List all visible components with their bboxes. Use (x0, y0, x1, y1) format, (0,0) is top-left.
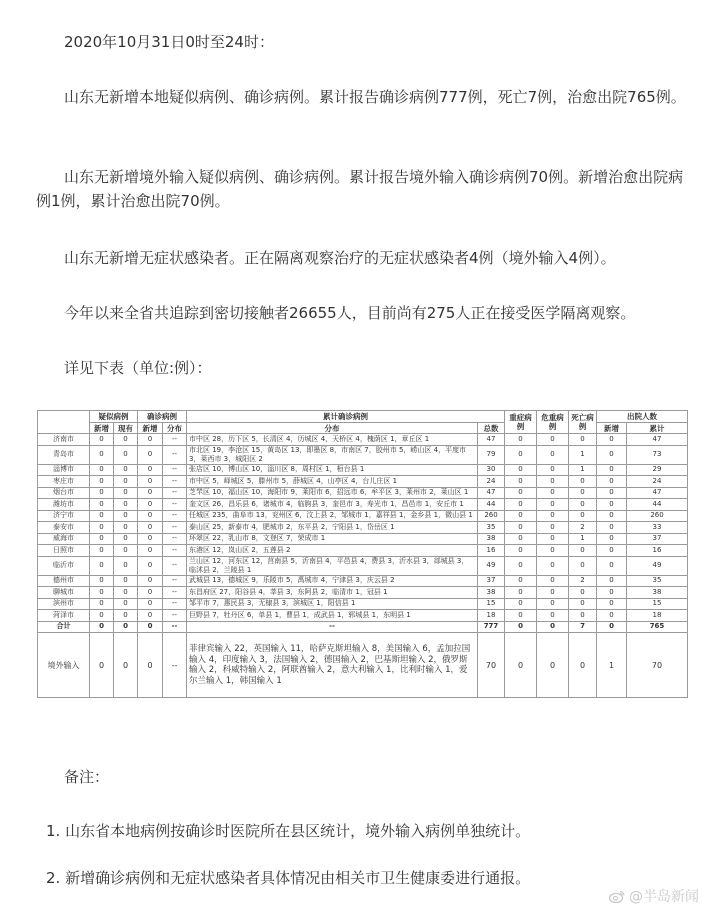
city-name: 日照市 (38, 545, 90, 557)
confirmed-new: 0 (138, 499, 163, 511)
header-confirmed: 确诊病例 (138, 411, 187, 423)
table-row (38, 610, 688, 622)
suspected-current: 0 (114, 434, 138, 446)
confirmed-new: 0 (138, 621, 163, 633)
table-row (38, 522, 688, 534)
suspected-current: 0 (114, 556, 138, 575)
header-critical: 危重病例 (537, 411, 569, 434)
death-count: 1 (569, 533, 597, 545)
discharged-new: 0 (597, 522, 627, 534)
district-distribution: 邹平市 7，惠民县 3，无棣县 3，滨城区 1，阳信县 1 (187, 598, 478, 610)
confirmed-dist: -- (163, 476, 187, 488)
city-name: 淄博市 (38, 464, 90, 476)
district-distribution: 任城区 235，曲阜市 13，兖州区 6，汶上县 2，邹城市 1，嘉祥县 1，金乡县 1，微山县 1 (187, 510, 478, 522)
confirmed-dist: -- (163, 556, 187, 575)
discharged-cum: 49 (627, 556, 688, 575)
death-count: 2 (569, 575, 597, 587)
table-row-total (38, 621, 688, 633)
city-name: 济宁市 (38, 510, 90, 522)
table-row (38, 556, 688, 575)
suspected-current: 0 (114, 587, 138, 599)
suspected-current: 0 (114, 533, 138, 545)
table-row (38, 487, 688, 499)
discharged-cum: 44 (627, 499, 688, 511)
critical-count: 0 (537, 556, 569, 575)
cumulative-total: 777 (478, 621, 505, 633)
case-statistics-table (37, 410, 688, 698)
suspected-current: 0 (114, 476, 138, 488)
confirmed-dist: -- (163, 510, 187, 522)
confirmed-new: 0 (138, 598, 163, 610)
header-death: 死亡病例 (569, 411, 597, 434)
confirmed-dist: -- (163, 598, 187, 610)
city-name: 枣庄市 (38, 476, 90, 488)
death-count: 0 (569, 476, 597, 488)
suspected-new: 0 (90, 621, 114, 633)
confirmed-dist: -- (163, 545, 187, 557)
cumulative-total: 30 (478, 464, 505, 476)
severe-count: 0 (505, 621, 537, 633)
discharged-cum: 18 (627, 610, 688, 622)
critical-count: 0 (537, 464, 569, 476)
discharged-new: 0 (597, 464, 627, 476)
city-name: 烟台市 (38, 487, 90, 499)
discharged-cum: 33 (627, 522, 688, 534)
confirmed-new: 0 (138, 476, 163, 488)
table-row (38, 510, 688, 522)
close-contacts-paragraph: 今年以来全省共追踪到密切接触者26655人，目前尚有275人正在接受医学隔离观察。 (64, 304, 636, 322)
city-name: 济南市 (38, 434, 90, 446)
confirmed-dist: -- (163, 464, 187, 476)
suspected-current: 0 (114, 545, 138, 557)
death-count: 0 (569, 598, 597, 610)
critical-count: 0 (537, 445, 569, 464)
suspected-current: 0 (114, 575, 138, 587)
critical-count: 0 (537, 633, 569, 698)
confirmed-new: 0 (138, 445, 163, 464)
confirmed-dist: -- (163, 633, 187, 698)
confirmed-new: 0 (138, 610, 163, 622)
severe-count: 0 (505, 487, 537, 499)
discharged-new: 0 (597, 556, 627, 575)
cumulative-total: 44 (478, 499, 505, 511)
city-name: 境外输入 (38, 633, 90, 698)
death-count: 0 (569, 587, 597, 599)
death-count: 7 (569, 621, 597, 633)
suspected-current: 0 (114, 487, 138, 499)
imported-cases-paragraph: 山东无新增境外输入疑似病例、确诊病例。累计报告境外输入确诊病例70例。新增治愈出院病例1例，累计治愈出院70例。 (36, 168, 684, 210)
cumulative-total: 24 (478, 476, 505, 488)
discharged-cum: 38 (627, 587, 688, 599)
district-distribution: 市北区 19，李沧区 15，黄岛区 13，即墨区 8，市南区 7，胶州市 5，崂山区 4，平度市 3，莱西市 3，城阳区 2 (187, 445, 478, 464)
header-discharged-new: 新增 (597, 423, 627, 434)
local-cases-paragraph: 山东无新增本地疑似病例、确诊病例。累计报告确诊病例777例，死亡7例，治愈出院765例。 (64, 88, 686, 106)
discharged-new: 0 (597, 499, 627, 511)
severe-count: 0 (505, 510, 537, 522)
critical-count: 0 (537, 545, 569, 557)
discharged-cum: 47 (627, 487, 688, 499)
table-body (38, 434, 688, 698)
suspected-new: 0 (90, 476, 114, 488)
confirmed-new: 0 (138, 556, 163, 575)
severe-count: 0 (505, 533, 537, 545)
notes-heading: 备注： (64, 768, 110, 786)
discharged-cum: 73 (627, 445, 688, 464)
suspected-current: 0 (114, 499, 138, 511)
critical-count: 0 (537, 499, 569, 511)
cumulative-total: 79 (478, 445, 505, 464)
death-count: 0 (569, 633, 597, 698)
cumulative-total: 49 (478, 556, 505, 575)
header-suspected-current: 现有 (114, 423, 138, 434)
confirmed-new: 0 (138, 545, 163, 557)
severe-count: 0 (505, 434, 537, 446)
suspected-new: 0 (90, 510, 114, 522)
discharged-new: 0 (597, 434, 627, 446)
confirmed-dist: -- (163, 610, 187, 622)
table-row (38, 587, 688, 599)
district-distribution: 奎文区 26，昌乐县 6，诸城市 4，临朐县 3，奎邑市 3，寿光市 1，昌邑市 1，安丘市 1 (187, 499, 478, 511)
severe-count: 0 (505, 587, 537, 599)
critical-count: 0 (537, 487, 569, 499)
discharged-new: 0 (597, 598, 627, 610)
cumulative-total: 35 (478, 522, 505, 534)
discharged-cum: 765 (627, 621, 688, 633)
district-distribution: 芝罘区 10，福山区 10，海阳市 9，莱阳市 6，招远市 6，牟平区 3，莱州市 2，莱山区 1 (187, 487, 478, 499)
district-distribution: 泰山区 25，新泰市 4，肥城市 2，东平县 2，宁阳县 1，岱岳区 1 (187, 522, 478, 534)
city-name: 菏泽市 (38, 610, 90, 622)
confirmed-new: 0 (138, 633, 163, 698)
severe-count: 0 (505, 633, 537, 698)
discharged-new: 0 (597, 610, 627, 622)
header-discharged-cum: 累计 (627, 423, 688, 434)
weibo-icon (609, 890, 625, 903)
critical-count: 0 (537, 510, 569, 522)
critical-count: 0 (537, 522, 569, 534)
district-distribution: 东昌府区 27，阳谷县 4，莘县 3，东阿县 2，临清市 1，冠县 1 (187, 587, 478, 599)
cumulative-total: 18 (478, 610, 505, 622)
district-distribution: -- (187, 621, 478, 633)
death-count: 0 (569, 545, 597, 557)
table-row (38, 499, 688, 511)
suspected-new: 0 (90, 633, 114, 698)
district-distribution: 巨野县 7，牡丹区 6，单县 1，曹县 1，成武县 1，郓城县 1，东明县 1 (187, 610, 478, 622)
table-intro: 详见下表（单位:例）： (64, 359, 212, 377)
district-distribution: 兰山区 12，河东区 12，莒南县 5，沂南县 4，平邑县 4，费县 3，沂水县 3，郯城县 3，临沭县 2，兰陵县 1 (187, 556, 478, 575)
critical-count: 0 (537, 575, 569, 587)
header-cumulative-dist: 分布 (187, 423, 478, 434)
suspected-new: 0 (90, 464, 114, 476)
table-row (38, 434, 688, 446)
city-name: 青岛市 (38, 445, 90, 464)
district-distribution: 市中区 28，历下区 5，长清区 4，历城区 4，天桥区 4，槐荫区 1，章丘区 1 (187, 434, 478, 446)
district-distribution: 菲律宾输入 22，英国输入 11，哈萨克斯坦输入 8，美国输入 6，孟加拉国输入 4，印度输入 3，法国输入 2，德国输入 2，巴基斯坦输入 2，俄罗斯输入 2，科威特输入 2，阿联酋输入 2，意大利输入 1，比利时输入 1，爱尔兰输入 1，韩国输入 1 (187, 633, 478, 698)
severe-count: 0 (505, 545, 537, 557)
confirmed-dist: -- (163, 575, 187, 587)
confirmed-dist: -- (163, 587, 187, 599)
discharged-new: 0 (597, 575, 627, 587)
critical-count: 0 (537, 434, 569, 446)
severe-count: 0 (505, 445, 537, 464)
header-confirmed-dist: 分布 (163, 423, 187, 434)
discharged-new: 0 (597, 487, 627, 499)
suspected-current: 0 (114, 621, 138, 633)
watermark (609, 886, 699, 906)
suspected-new: 0 (90, 499, 114, 511)
table-row (38, 476, 688, 488)
header-suspected-new: 新增 (90, 423, 114, 434)
confirmed-new: 0 (138, 575, 163, 587)
discharged-new: 0 (597, 510, 627, 522)
cumulative-total: 260 (478, 510, 505, 522)
confirmed-dist: -- (163, 434, 187, 446)
discharged-new: 0 (597, 476, 627, 488)
city-name: 泰安市 (38, 522, 90, 534)
death-count: 1 (569, 445, 597, 464)
confirmed-new: 0 (138, 434, 163, 446)
city-name: 滨州市 (38, 598, 90, 610)
death-count: 0 (569, 610, 597, 622)
table-row (38, 598, 688, 610)
header-severe: 重症病例 (505, 411, 537, 434)
suspected-current: 0 (114, 633, 138, 698)
header-discharged: 出院人数 (597, 411, 688, 423)
severe-count: 0 (505, 610, 537, 622)
table-row (38, 545, 688, 557)
district-distribution: 环翠区 22，乳山市 8，文登区 7，荣成市 1 (187, 533, 478, 545)
discharged-new: 0 (597, 545, 627, 557)
discharged-cum: 70 (627, 633, 688, 698)
suspected-current: 0 (114, 510, 138, 522)
confirmed-new: 0 (138, 510, 163, 522)
cumulative-total: 15 (478, 598, 505, 610)
critical-count: 0 (537, 587, 569, 599)
discharged-cum: 47 (627, 434, 688, 446)
suspected-new: 0 (90, 598, 114, 610)
death-count: 0 (569, 487, 597, 499)
confirmed-dist: -- (163, 621, 187, 633)
confirmed-dist: -- (163, 499, 187, 511)
district-distribution: 市中区 5，峄城区 5，滕州市 5，薛城区 4，山亭区 4，台儿庄区 1 (187, 476, 478, 488)
discharged-cum: 16 (627, 545, 688, 557)
confirmed-new: 0 (138, 522, 163, 534)
asymptomatic-paragraph: 山东无新增无症状感染者。正在隔离观察治疗的无症状感染者4例（境外输入4例）。 (64, 249, 616, 267)
severe-count: 0 (505, 598, 537, 610)
header-confirmed-new: 新增 (138, 423, 163, 434)
severe-count: 0 (505, 476, 537, 488)
discharged-cum: 15 (627, 598, 688, 610)
header-city-blank (38, 411, 90, 434)
discharged-cum: 35 (627, 575, 688, 587)
death-count: 0 (569, 434, 597, 446)
confirmed-dist: -- (163, 487, 187, 499)
severe-count: 0 (505, 556, 537, 575)
cumulative-total: 38 (478, 533, 505, 545)
severe-count: 0 (505, 464, 537, 476)
discharged-cum: 29 (627, 464, 688, 476)
district-distribution: 武城县 13，德城区 9，乐陵市 5，禹城市 4，宁津县 3，庆云县 2 (187, 575, 478, 587)
note-2: 2. 新增确诊病例和无症状感染者具体情况由相关市卫生健康委进行通报。 (46, 869, 531, 887)
cumulative-total: 16 (478, 545, 505, 557)
discharged-new: 0 (597, 621, 627, 633)
table-row (38, 533, 688, 545)
confirmed-new: 0 (138, 533, 163, 545)
confirmed-dist: -- (163, 445, 187, 464)
discharged-new: 0 (597, 587, 627, 599)
suspected-current: 0 (114, 445, 138, 464)
suspected-new: 0 (90, 533, 114, 545)
discharged-new: 0 (597, 533, 627, 545)
suspected-current: 0 (114, 598, 138, 610)
death-count: 2 (569, 522, 597, 534)
city-name: 德州市 (38, 575, 90, 587)
city-name: 潍坊市 (38, 499, 90, 511)
case-statistics-table-container (37, 410, 687, 698)
suspected-new: 0 (90, 556, 114, 575)
table-row (38, 464, 688, 476)
death-count: 1 (569, 464, 597, 476)
severe-count: 0 (505, 522, 537, 534)
confirmed-new: 0 (138, 464, 163, 476)
confirmed-new: 0 (138, 487, 163, 499)
severe-count: 0 (505, 575, 537, 587)
death-count: 0 (569, 556, 597, 575)
cumulative-total: 47 (478, 434, 505, 446)
critical-count: 0 (537, 476, 569, 488)
suspected-new: 0 (90, 545, 114, 557)
discharged-cum: 260 (627, 510, 688, 522)
report-date: 2020年10月31日0时至24时： (64, 33, 274, 51)
table-row-imported (38, 633, 688, 698)
critical-count: 0 (537, 610, 569, 622)
suspected-new: 0 (90, 610, 114, 622)
district-distribution: 张店区 10，博山区 10，淄川区 8，周村区 1，桓台县 1 (187, 464, 478, 476)
city-name: 临沂市 (38, 556, 90, 575)
confirmed-new: 0 (138, 587, 163, 599)
critical-count: 0 (537, 621, 569, 633)
death-count: 0 (569, 510, 597, 522)
discharged-new: 0 (597, 445, 627, 464)
discharged-new: 1 (597, 633, 627, 698)
cumulative-total: 47 (478, 487, 505, 499)
suspected-new: 0 (90, 522, 114, 534)
header-cumulative-total: 总数 (478, 423, 505, 434)
table-row (38, 445, 688, 464)
suspected-new: 0 (90, 445, 114, 464)
suspected-new: 0 (90, 575, 114, 587)
discharged-cum: 24 (627, 476, 688, 488)
confirmed-dist: -- (163, 522, 187, 534)
city-name: 威海市 (38, 533, 90, 545)
confirmed-dist: -- (163, 533, 187, 545)
death-count: 0 (569, 499, 597, 511)
city-name: 合计 (38, 621, 90, 633)
severe-count: 0 (505, 499, 537, 511)
city-name: 聊城市 (38, 587, 90, 599)
note-1: 1. 山东省本地病例按确诊时医院所在县区统计，境外输入病例单独统计。 (46, 822, 531, 840)
district-distribution: 东港区 12，岚山区 2，五莲县 2 (187, 545, 478, 557)
cumulative-total: 70 (478, 633, 505, 698)
discharged-cum: 37 (627, 533, 688, 545)
critical-count: 0 (537, 533, 569, 545)
suspected-new: 0 (90, 587, 114, 599)
suspected-new: 0 (90, 487, 114, 499)
suspected-current: 0 (114, 522, 138, 534)
critical-count: 0 (537, 598, 569, 610)
cumulative-total: 38 (478, 587, 505, 599)
suspected-current: 0 (114, 610, 138, 622)
header-suspected: 疑似病例 (90, 411, 138, 423)
table-row (38, 575, 688, 587)
suspected-new: 0 (90, 434, 114, 446)
header-cumulative: 累计确诊病例 (187, 411, 505, 423)
watermark-text: @半岛新闻 (629, 889, 699, 905)
cumulative-total: 37 (478, 575, 505, 587)
suspected-current: 0 (114, 464, 138, 476)
